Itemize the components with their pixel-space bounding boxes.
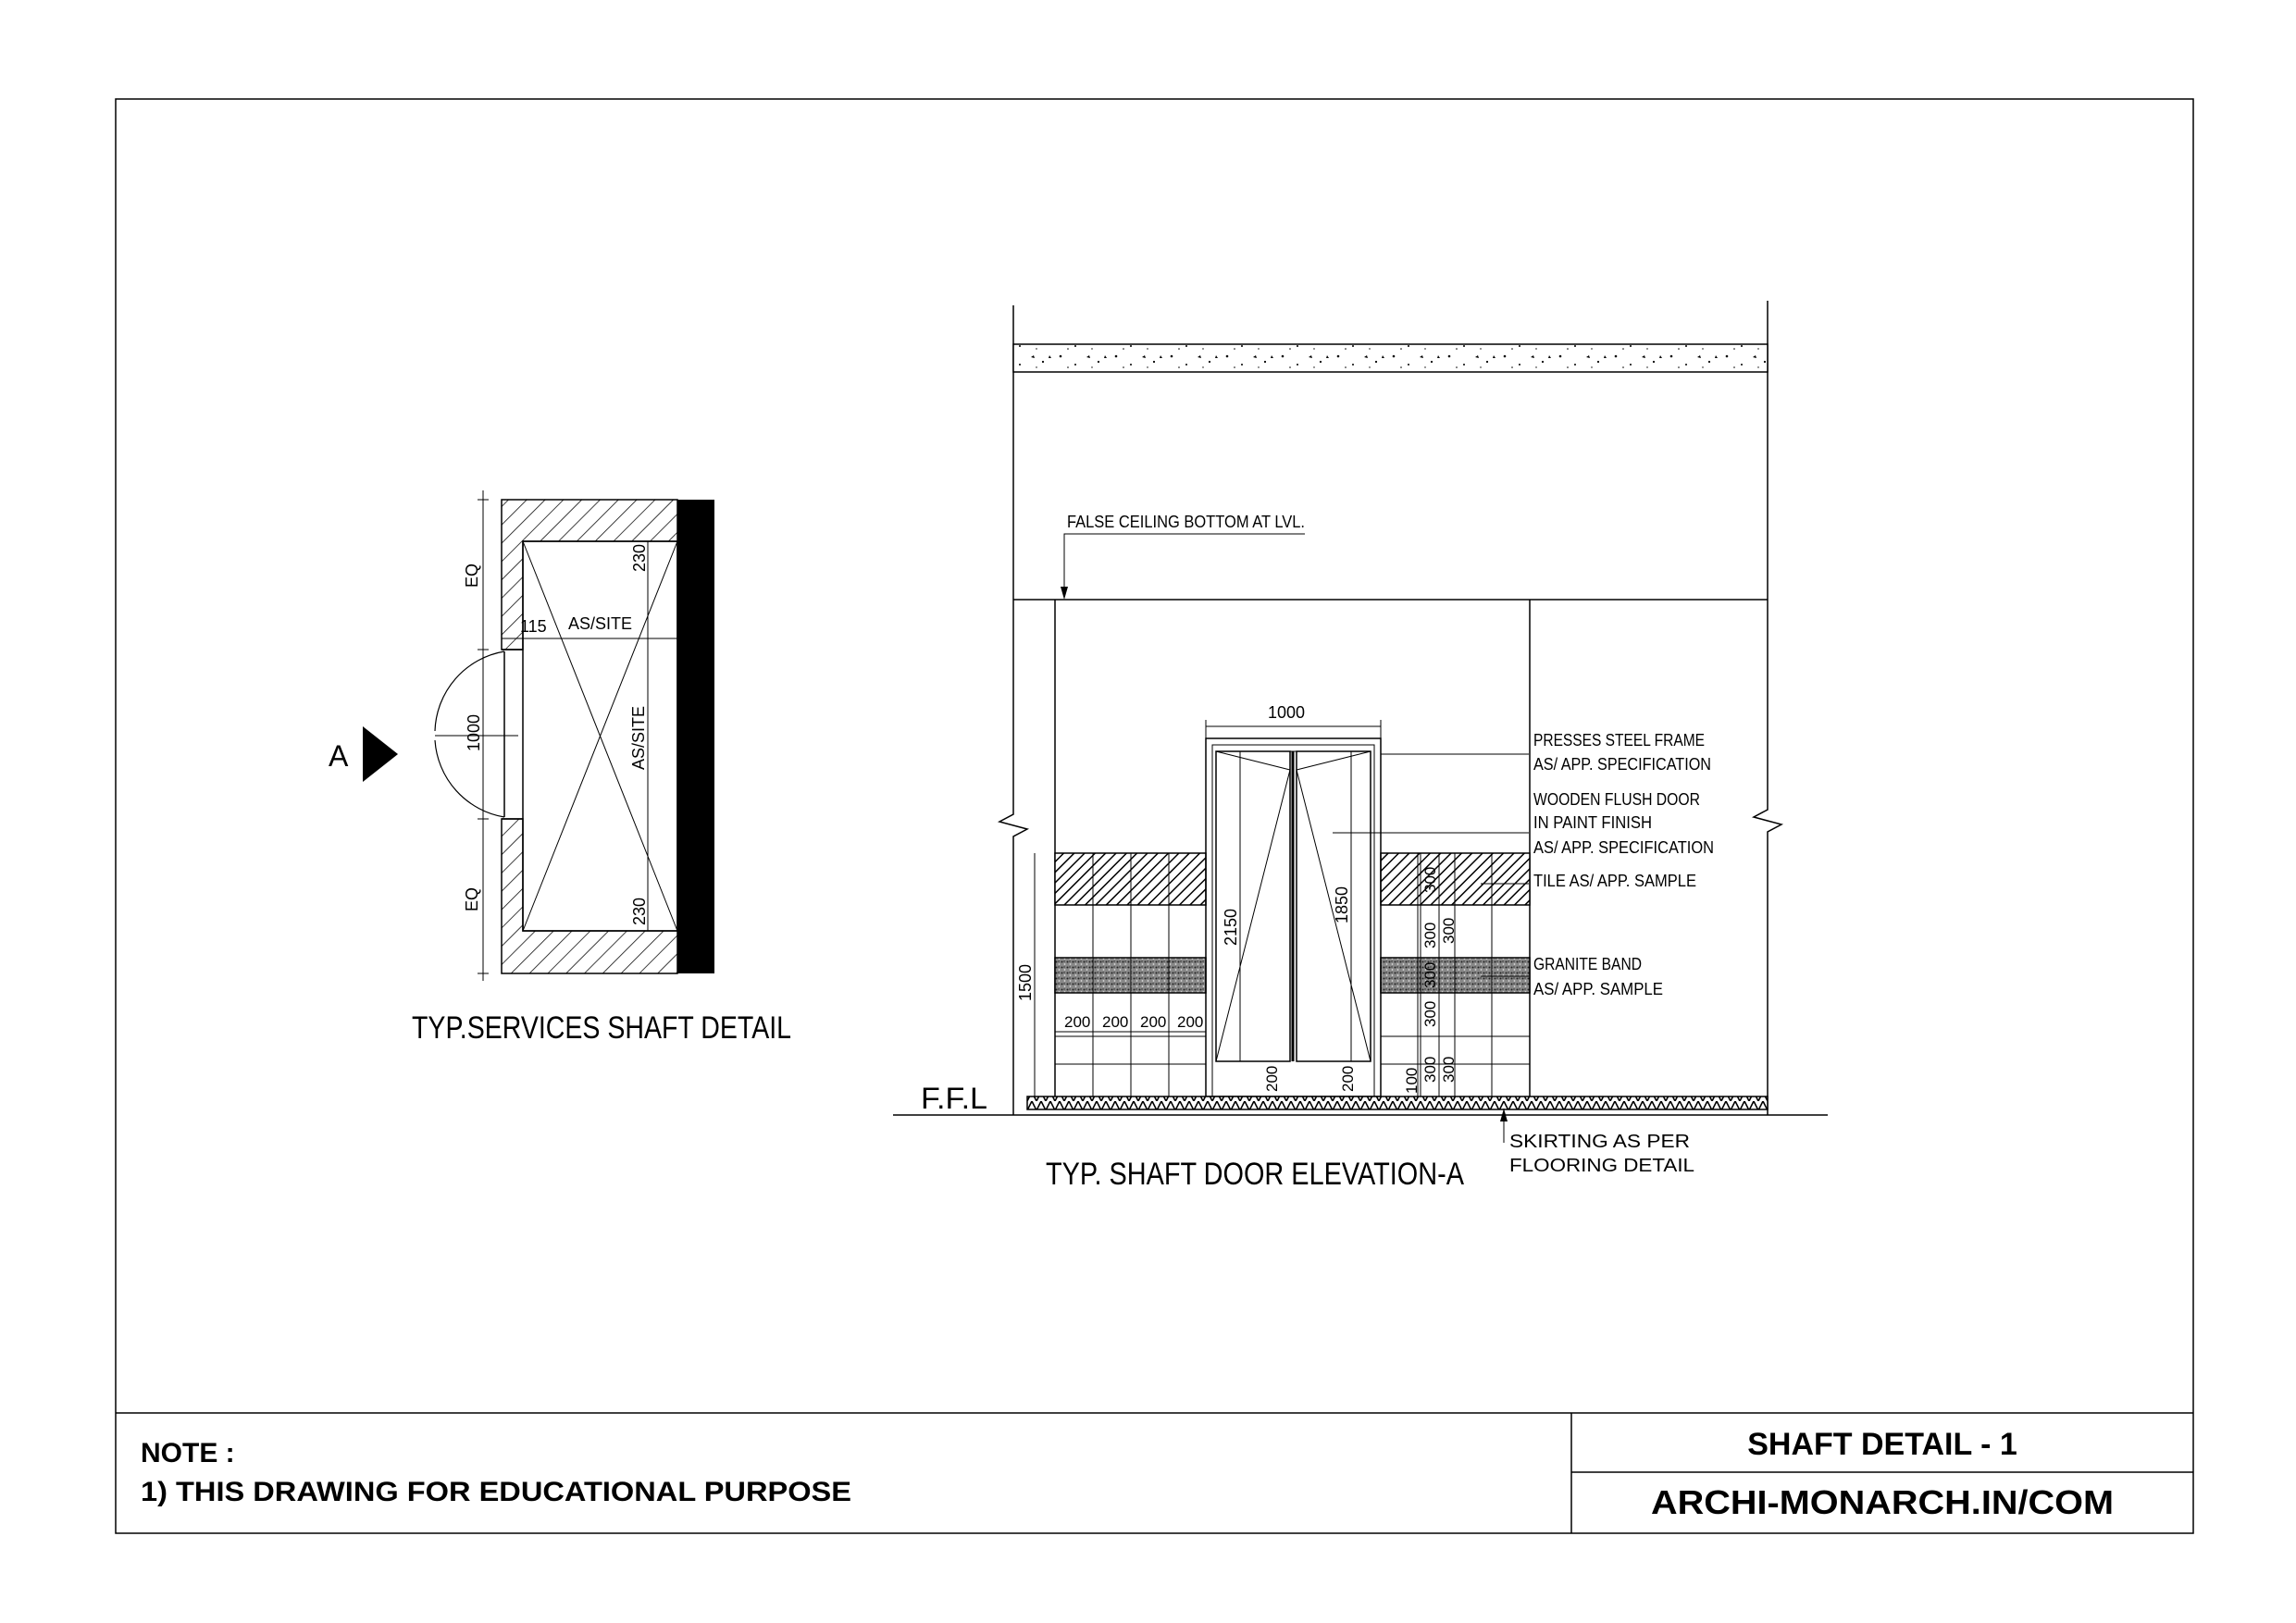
- plan-dim-as-site-horizontal: AS/SITE: [568, 614, 633, 633]
- elev-dim-v300b: 300: [1421, 922, 1439, 948]
- elev-dim-v300g: 300: [1440, 1056, 1458, 1083]
- sheet-title: SHAFT DETAIL - 1: [1747, 1427, 2017, 1462]
- callout-tile: TILE AS/ APP. SAMPLE: [1533, 872, 1696, 890]
- elev-dim-door-width: 1000: [1268, 703, 1306, 722]
- shaft-door-elevation: [893, 301, 1828, 1143]
- elev-dim-tile-w4: 200: [1177, 1013, 1204, 1031]
- shaft-solid-wall: [677, 500, 714, 973]
- callout-granite-1: GRANITE BAND: [1533, 955, 1642, 973]
- note-item-1: 1) THIS DRAWING FOR EDUCATIONAL PURPOSE: [141, 1477, 851, 1507]
- plan-dim-as-site-vertical: AS/SITE: [629, 705, 648, 770]
- elev-dim-tile-w3: 200: [1140, 1013, 1167, 1031]
- elev-dim-leaf-height: 1850: [1333, 886, 1351, 923]
- elev-dim-v300d: 300: [1421, 1000, 1439, 1027]
- elev-dim-tile-w1: 200: [1064, 1013, 1091, 1031]
- skirting-band: [1027, 1096, 1768, 1109]
- elev-dim-v100: 100: [1403, 1067, 1421, 1094]
- plan-dim-wall-bottom: 230: [630, 897, 649, 925]
- elev-dim-v300f: 300: [1440, 917, 1458, 944]
- callout-door-2: IN PAINT FINISH: [1533, 813, 1652, 832]
- shaft-hatched-wall: [502, 500, 677, 973]
- plan-title: TYP.SERVICES SHAFT DETAIL: [412, 1010, 791, 1046]
- door-leaf-left: [1216, 751, 1290, 1061]
- callout-skirting-2: FLOORING DETAIL: [1509, 1156, 1694, 1176]
- note-heading: NOTE :: [141, 1438, 235, 1468]
- callout-door-3: AS/ APP. SPECIFICATION: [1533, 838, 1714, 857]
- plan-dim-side: 115: [520, 617, 547, 636]
- plan-dim-eq-top: EQ: [463, 563, 481, 588]
- sheet-border: [116, 99, 2193, 1533]
- callout-frame-2: AS/ APP. SPECIFICATION: [1533, 755, 1711, 774]
- plan-dim-wall-top: 230: [630, 543, 649, 572]
- elev-dim-wall-height: 1500: [1016, 963, 1035, 1001]
- services-shaft-plan: [363, 490, 714, 981]
- callout-door-1: WOODEN FLUSH DOOR: [1533, 790, 1700, 809]
- callout-false-ceiling: FALSE CEILING BOTTOM AT LVL.: [1067, 513, 1305, 531]
- elev-ffl-label: F.F.L: [921, 1082, 987, 1115]
- concrete-slab: [1013, 344, 1768, 372]
- elev-dim-door-height: 2150: [1222, 908, 1240, 946]
- section-arrow-icon: [363, 726, 398, 782]
- callout-skirting-1: SKIRTING AS PER: [1509, 1132, 1690, 1152]
- website-label: ARCHI-MONARCH.IN/COM: [1651, 1483, 2114, 1521]
- callout-granite-2: AS/ APP. SAMPLE: [1533, 980, 1663, 998]
- plan-arrow-label: A: [329, 739, 349, 773]
- elev-dim-tile-w2: 200: [1102, 1013, 1129, 1031]
- plan-dim-door-width: 1000: [465, 713, 483, 751]
- elev-dim-gap-left: 200: [1263, 1065, 1281, 1092]
- elev-dim-v300e: 300: [1421, 1056, 1439, 1083]
- elev-dim-v300a: 300: [1421, 866, 1439, 893]
- elevation-title: TYP. SHAFT DOOR ELEVATION-A: [1046, 1157, 1465, 1192]
- callout-frame-1: PRESSES STEEL FRAME: [1533, 731, 1705, 750]
- elev-dim-v300c: 300: [1421, 961, 1439, 988]
- plan-dim-eq-bottom: EQ: [463, 886, 481, 911]
- elev-dim-gap-right: 200: [1339, 1065, 1357, 1092]
